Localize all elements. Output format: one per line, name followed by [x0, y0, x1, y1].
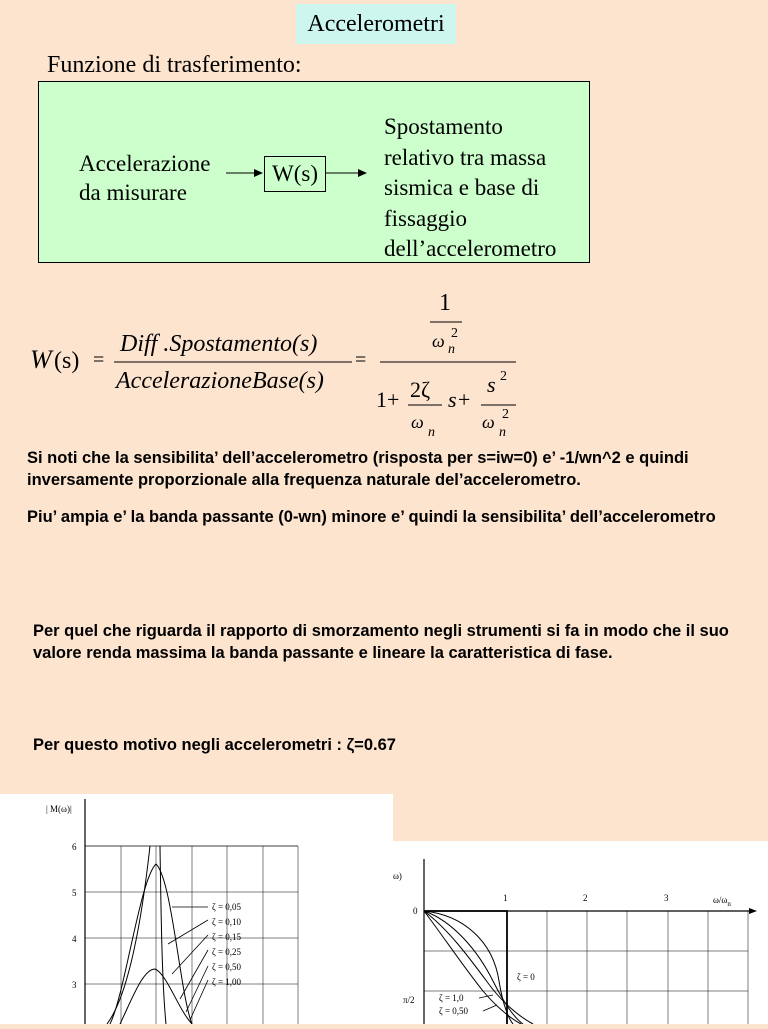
damping-note: Per quel che riguarda il rapporto di smorzamento negli strumenti si fa in modo che il suo valore renda massima la banda passante e lineare la caratteristica di fase. [33, 622, 729, 662]
phase-plot-svg [393, 841, 768, 1024]
legend-leader [190, 980, 208, 1020]
slide-title: Accelerometri [296, 4, 456, 44]
formula-sub-n: n [499, 425, 506, 440]
legend-label: ζ = 0,50 [212, 962, 242, 972]
magnitude-plot [0, 794, 393, 1024]
output-line: fissaggio [384, 205, 468, 231]
formula-eq: = [93, 349, 105, 371]
legend-label: ζ = 0,15 [212, 932, 242, 942]
phase-ylabel: ω) [393, 871, 402, 881]
formula-omega: ω [482, 412, 495, 432]
formula-s: s [487, 372, 496, 397]
magnitude-ytick: 6 [72, 842, 77, 852]
magnitude-ytick: 4 [72, 934, 77, 944]
magnitude-plot-svg [0, 794, 393, 1024]
formula-denominator: AccelerazioneBase(s) [116, 368, 324, 394]
transfer-block: W(s) [264, 156, 326, 192]
formula-lhs-arg: (s) [54, 348, 80, 374]
phase-curve [424, 911, 513, 1024]
phase-label: ζ = 0 [517, 972, 535, 982]
legend-label: ζ = 1,00 [212, 977, 242, 987]
formula-lhs: W [30, 345, 52, 374]
output-line: Spostamento [384, 114, 503, 139]
legend-label: ζ = 0,05 [212, 902, 242, 912]
formula-sub-n: n [448, 342, 455, 357]
damping-conclusion: Per questo motivo negli accelerometri : ζ=0.67 [33, 736, 396, 754]
formula-omega: ω [432, 331, 445, 351]
formula-s-plus: s+ [448, 387, 472, 412]
magnitude-curve [110, 864, 192, 1024]
phase-label: ζ = 0,50 [439, 1006, 469, 1016]
phase-leader [483, 1005, 497, 1011]
phase-xtick: 3 [664, 893, 669, 903]
input-line: da misurare [79, 180, 187, 205]
formula-eq: = [355, 349, 367, 371]
magnitude-ytick: 3 [72, 980, 77, 990]
formula-exp: 2 [451, 326, 458, 341]
output-line: relativo tra massa [384, 144, 547, 170]
subtitle: Funzione di trasferimento: [47, 52, 302, 78]
phase-label: ζ = 1,0 [439, 993, 464, 1003]
phase-ytick: π/2 [403, 995, 415, 1005]
formula-plus-one: 1+ [376, 387, 400, 412]
legend-label: ζ = 0,25 [212, 947, 242, 957]
diagram-output [384, 112, 556, 265]
input-line: Accelerazione [79, 151, 211, 176]
formula-numerator: Diff .Spostamento(s) [120, 331, 318, 357]
arrow-head [749, 908, 757, 914]
phase-ytick: 0 [413, 906, 418, 916]
phase-xtick: 1 [503, 893, 508, 903]
phase-leader [479, 995, 493, 998]
formula-exp: 2 [500, 369, 507, 384]
phase-xtick: 2 [583, 893, 588, 903]
formula-two-zeta: 2ζ [410, 377, 431, 402]
legend-label: ζ = 0,10 [212, 917, 242, 927]
magnitude-ylabel: | M(ω)| [46, 804, 72, 814]
magnitude-curve [107, 846, 150, 1024]
output-line: sismica e base di [384, 175, 540, 200]
phase-xlabel: $\omega/\omega_n$ [713, 895, 731, 908]
formula-exp: 2 [502, 407, 509, 422]
formula-sub-n: n [428, 425, 435, 440]
legend-leader [172, 935, 208, 974]
phase-plot [393, 841, 768, 1024]
transfer-function-formula [0, 280, 768, 445]
sensitivity-note: Si noti che la sensibilita’ dell’accelerometro (risposta per s=iw=0) e’ -1/wn^2 e quindi inversamente proporzionale alla frequenza naturale del’accelerometro. [27, 449, 689, 489]
formula-omega: ω [411, 412, 424, 432]
bandwidth-note: Piu’ ampia e’ la banda passante (0-wn) minore e’ quindi la sensibilita’ dell’accelerometro [27, 508, 716, 526]
output-line: dell’accelerometro [384, 236, 557, 261]
magnitude-ytick: 5 [72, 888, 77, 898]
transfer-function-diagram [38, 81, 590, 263]
formula-one: 1 [439, 290, 451, 316]
